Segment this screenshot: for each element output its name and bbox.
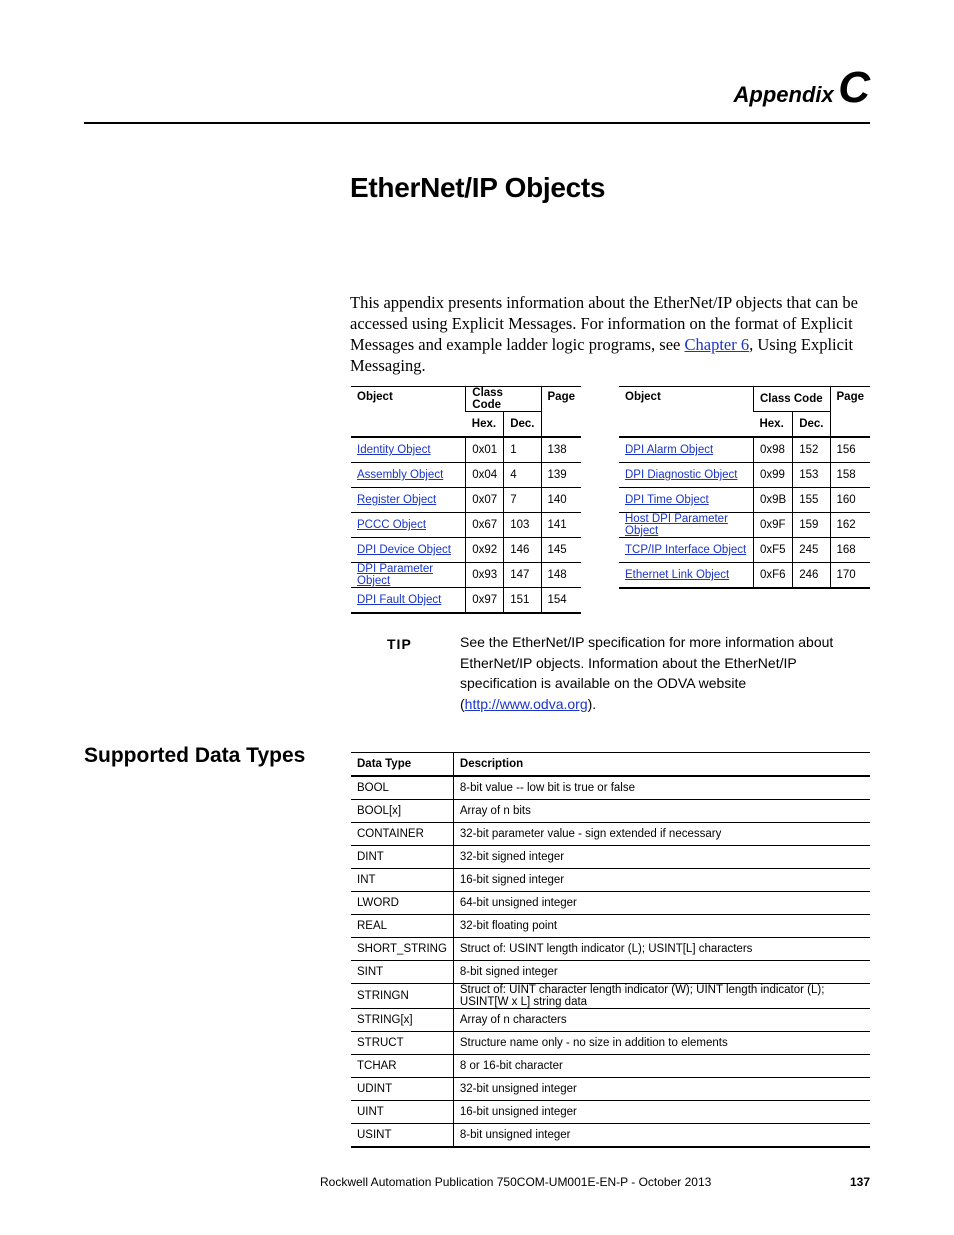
intro-text-after: , Using Explicit Messaging. (350, 335, 854, 375)
class-code-hex: 0x92 (466, 538, 504, 563)
class-code-hex: 0xF5 (753, 538, 792, 563)
data-type-cell: STRING[x] (357, 1014, 413, 1026)
table-row (351, 1032, 870, 1055)
page-cell: 160 (830, 488, 870, 513)
page-cell: 156 (830, 437, 870, 463)
page-cell: 138 (541, 437, 581, 463)
section-title: Supported Data Types (84, 744, 306, 767)
table-row (351, 513, 581, 538)
class-code-hex: 0x04 (466, 463, 504, 488)
table-row (351, 961, 870, 984)
table-row (619, 488, 870, 513)
table-row (351, 437, 581, 463)
description-cell: 16-bit unsigned integer (453, 1101, 870, 1124)
intro-paragraph (350, 292, 870, 376)
data-type-cell: LWORD (357, 897, 399, 909)
description-cell: 16-bit signed integer (453, 869, 870, 892)
intro-text: This appendix presents information about the EtherNet/IP objects that can be accessed using Explicit Messages. For information on the format of Explicit Messages and example ladder logic programs, see (350, 293, 858, 354)
tip-text-end: ). (587, 695, 597, 712)
page-cell: 170 (830, 563, 870, 589)
col-header-dec: Dec. (504, 412, 541, 438)
object-link[interactable]: Identity Object (357, 444, 431, 456)
class-code-dec: 152 (793, 437, 830, 463)
data-type-cell: BOOL (357, 782, 389, 794)
table-row (351, 846, 870, 869)
odva-link[interactable]: http://www.odva.org (464, 695, 588, 712)
footer-publication: Rockwell Automation Publication 750COM-UM001E-EN-P - October 2013 (320, 1175, 712, 1189)
class-code-dec: 159 (793, 513, 830, 538)
chapter-6-link[interactable]: Chapter 6 (684, 335, 750, 354)
objects-table-right (619, 386, 870, 589)
class-code-hex: 0x07 (466, 488, 504, 513)
object-link[interactable]: DPI Alarm Object (625, 444, 714, 456)
col-header-hex: Hex. (466, 412, 504, 438)
class-code-dec: 7 (504, 488, 541, 513)
table-row (351, 563, 581, 588)
description-cell: Structure name only - no size in addition to elements (453, 1032, 870, 1055)
col-header-dec: Dec. (793, 412, 830, 438)
data-type-cell: USINT (357, 1129, 392, 1141)
table-row (351, 776, 870, 800)
col-header-data-type: Data Type (357, 758, 412, 770)
chapter-title: EtherNet/IP Objects (350, 172, 606, 203)
table-row (619, 437, 870, 463)
data-type-cell: REAL (357, 920, 388, 932)
table-row (351, 1009, 870, 1032)
col-header-object: Object (625, 391, 661, 403)
class-code-hex: 0x98 (753, 437, 792, 463)
description-cell: 8 or 16-bit character (453, 1055, 870, 1078)
table-row (619, 563, 870, 589)
col-header-page: Page (541, 387, 581, 438)
object-link[interactable]: DPI Fault Object (357, 594, 442, 606)
class-code-dec: 4 (504, 463, 541, 488)
page-number: 137 (849, 1175, 870, 1189)
appendix-word: Appendix (733, 82, 834, 107)
col-header-page: Page (830, 387, 870, 438)
table-row (619, 513, 870, 538)
appendix-heading (600, 63, 870, 112)
data-types-table (351, 752, 870, 1148)
col-header-class-code: Class Code (753, 387, 830, 412)
class-code-hex: 0x9B (753, 488, 792, 513)
page-cell: 145 (541, 538, 581, 563)
table-row (351, 915, 870, 938)
table-row (351, 800, 870, 823)
description-cell: Array of n bits (453, 800, 870, 823)
data-type-cell: UINT (357, 1106, 384, 1118)
table-row (351, 1055, 870, 1078)
table-row (351, 1101, 870, 1124)
class-code-dec: 146 (504, 538, 541, 563)
table-row (351, 488, 581, 513)
table-row (351, 538, 581, 563)
table-row (619, 538, 870, 563)
class-code-hex: 0x93 (466, 563, 504, 588)
data-type-cell: DINT (357, 851, 384, 863)
description-cell: 32-bit floating point (453, 915, 870, 938)
header-rule (84, 122, 870, 124)
data-type-cell: TCHAR (357, 1060, 397, 1072)
appendix-letter: C (838, 63, 870, 112)
class-code-dec: 103 (504, 513, 541, 538)
object-link[interactable]: Host DPI Parameter Object (625, 513, 728, 537)
object-link[interactable]: Register Object (357, 494, 437, 506)
object-link[interactable]: DPI Time Object (625, 494, 709, 506)
class-code-dec: 245 (793, 538, 830, 563)
object-link[interactable]: Ethernet Link Object (625, 569, 730, 581)
data-type-cell: INT (357, 874, 376, 886)
class-code-hex: 0x9F (753, 513, 792, 538)
table-row (351, 463, 581, 488)
table-row (351, 823, 870, 846)
table-row (351, 938, 870, 961)
description-cell: 32-bit signed integer (453, 846, 870, 869)
description-cell: 32-bit unsigned integer (453, 1078, 870, 1101)
class-code-dec: 155 (793, 488, 830, 513)
description-cell: Struct of: USINT length indicator (L); USINT[L] characters (453, 938, 870, 961)
data-type-cell: CONTAINER (357, 828, 424, 840)
class-code-hex: 0x97 (466, 588, 504, 614)
data-type-cell: SHORT_STRING (357, 943, 447, 955)
object-link[interactable]: DPI Diagnostic Object (625, 469, 738, 481)
class-code-dec: 1 (504, 437, 541, 463)
description-cell: 64-bit unsigned integer (453, 892, 870, 915)
object-link[interactable]: DPI Device Object (357, 544, 451, 556)
description-cell: 8-bit signed integer (453, 961, 870, 984)
col-header-object: Object (357, 391, 393, 403)
data-type-cell: UDINT (357, 1083, 393, 1095)
data-type-cell: STRINGN (357, 990, 409, 1002)
class-code-hex: 0xF6 (753, 563, 792, 589)
object-link[interactable]: Assembly Object (357, 469, 444, 481)
object-link[interactable]: PCCC Object (357, 519, 427, 531)
class-code-hex: 0x01 (466, 437, 504, 463)
class-code-dec: 153 (793, 463, 830, 488)
description-cell: 32-bit parameter value - sign extended if necessary (453, 823, 870, 846)
table-row (351, 892, 870, 915)
col-header-hex: Hex. (753, 412, 792, 438)
page-cell: 162 (830, 513, 870, 538)
description-cell: Array of n characters (453, 1009, 870, 1032)
tip-text (460, 632, 870, 714)
table-row (351, 1124, 870, 1148)
page-cell: 141 (541, 513, 581, 538)
page-cell: 139 (541, 463, 581, 488)
table-row (351, 588, 581, 614)
table-row (619, 463, 870, 488)
page-cell: 140 (541, 488, 581, 513)
object-link[interactable]: DPI Parameter Object (357, 563, 434, 587)
tip-text-body: See the EtherNet/IP specification for more information about EtherNet/IP objects. Information about the EtherNet/IP specification is available on the ODVA website ( (460, 634, 834, 712)
object-link[interactable]: TCP/IP Interface Object (625, 544, 747, 556)
description-cell: 8-bit value -- low bit is true or false (453, 776, 870, 800)
table-row (351, 869, 870, 892)
page-cell: 148 (541, 563, 581, 588)
class-code-hex: 0x99 (753, 463, 792, 488)
data-type-cell: SINT (357, 966, 384, 978)
page-cell: 158 (830, 463, 870, 488)
class-code-dec: 151 (504, 588, 541, 614)
data-type-cell: STRUCT (357, 1037, 404, 1049)
data-type-cell: BOOL[x] (357, 805, 402, 817)
description-cell: 8-bit unsigned integer (453, 1124, 870, 1148)
objects-table-left (351, 386, 581, 614)
tip-label: TIP (387, 636, 412, 652)
page-cell: 168 (830, 538, 870, 563)
col-header-description: Description (453, 753, 870, 777)
table-row (351, 984, 870, 1009)
col-header-class-code: Class Code (466, 387, 541, 412)
class-code-dec: 147 (504, 563, 541, 588)
page-cell: 154 (541, 588, 581, 614)
description-cell: Struct of: UINT character length indicator (W); UINT length indicator (L); USINT[W x L] string data (453, 984, 870, 1009)
class-code-dec: 246 (793, 563, 830, 589)
class-code-hex: 0x67 (466, 513, 504, 538)
table-row (351, 1078, 870, 1101)
